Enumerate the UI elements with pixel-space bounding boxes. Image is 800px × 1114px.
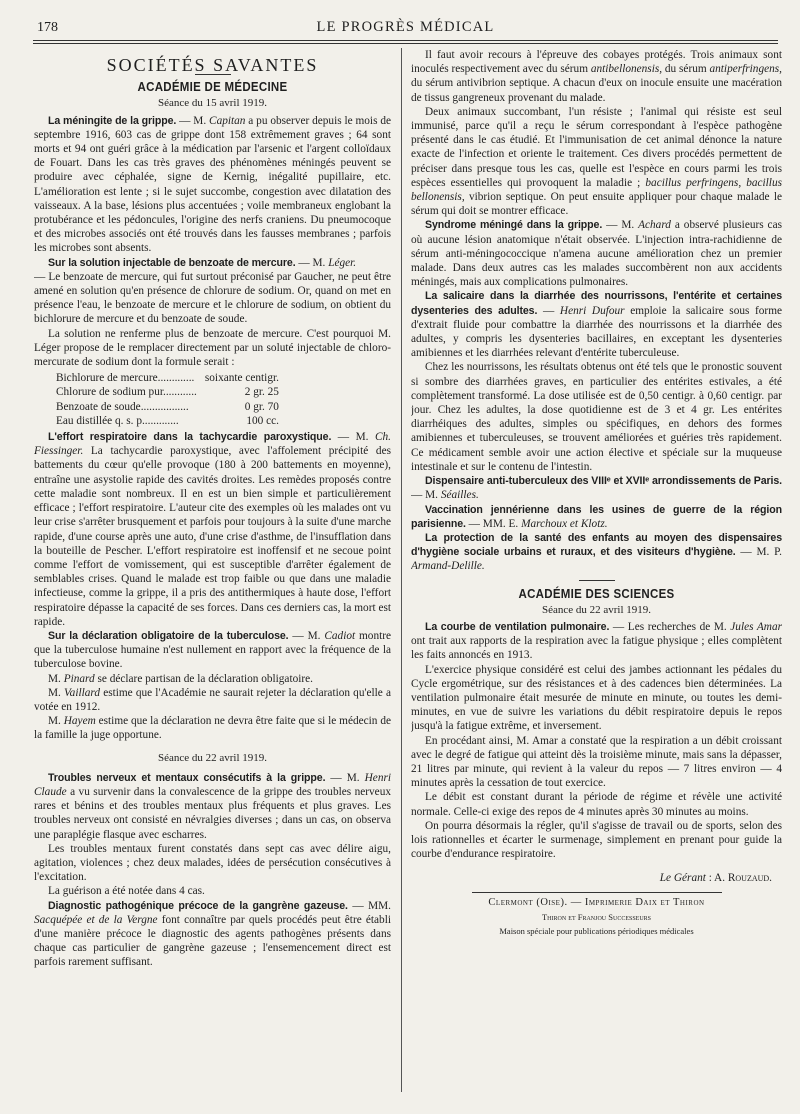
article-troubles-nerveux: Troubles nerveux et mentaux consécutifs à la grippe. — M. Henri Claude a vu survenir dans la convalescence de la grippe des troubles nerveux rares et bénins et des troubles mentaux plus fréquents et plus graves. Les troubles nerveux ont consisté en névralgies diverses ; dans un cas, on observa une paraplégie flasque avec escharres.: [34, 771, 391, 841]
author-name: Henri Dufour: [559, 304, 625, 317]
section-dash: [579, 580, 615, 581]
paragraph: En procédant ainsi, M. Amar a constaté que la respiration a un débit croissant avec le degré de fatigue qui atteint dès la troisième minute, mais sans la dépasser, 21 litres par minute, qui revient à la valeur du repos — 7 litres environ — 4 minutes après la cessation de tout exercice.: [411, 734, 782, 790]
article-salicaire: La salicaire dans la diarrhée des nourrissons, l'entérite et certaines dysenteries des adultes. — Henri Dufour emploie la salicaire sous forme d'extrait fluide pour combattre la diarrhée des nourrissons et la diarrhée des adultes, y compris les dysenteries bacillaires, en exceptant les dysenteries amibiennes et les diarrhées relevant d'entérite tuberculeuse.: [411, 290, 782, 360]
article-meningite: La méningite de la grippe. — M. Capitan a pu observer depuis le mois de septembre 1916, 603 cas de grippe dont 158 extrêmement graves ; 64 sont morts et 94 ont guéri grâce à la médication par l'arsenic et l'argent colloïdaux de Fouart. Dans les cas très graves des phénomènes méningés peuvent se produire avec céphalée, signe de Kernig, inégalité pupillaire, etc. L'amélioration est lente ; si le sujet succombe, congestion avec dilatation des vaisseaux. A la base, lésions plus accentuées ; voile membraneux englobant la protubérance et les pédoncules, l'origine des nerfs craniens. Du pneumocoque et des microbes associés ont été trouvés dans les fausses membranes ; parfois les microbes sont absents.: [34, 114, 391, 255]
session-date: Séance du 15 avril 1919.: [157, 97, 268, 110]
formula-row: Chlorure de sodium pur............ 2 gr. 25: [56, 386, 279, 399]
author-name: Ch. Fiessinger.: [34, 431, 391, 458]
paragraph: Deux animaux succombant, l'un résiste ; l'animal qui résiste est seul immunisé, parce qu'il a reçu le sérum correspondant à l'espèce pathogène présenté dans le cas étudié. Et l'immunisation de cet animal dénonce la nature exacte de l'infection et oriente le traitement. Ces divers procédés permettent de préciser dans presque tous les cas, quelle est l'espèce en cours parmi les trois espèces essentielles qui provoquent la maladie ; bacillus perfringens, bacillus bellonensis, vibrion septique. On peut ensuite appliquer pour chaque malade le sérum qui doit se montrer efficace.: [411, 105, 782, 218]
article-ventilation: La courbe de ventilation pulmonaire. — Les recherches de M. Jules Amar ont trait aux rapports de la respiration avec la fatigue physique ; elles complètent les faits annoncés en 1913.: [411, 620, 782, 662]
author-name: Jules Amar: [730, 620, 782, 633]
article-heading: Diagnostic pathogénique précoce de la gangrène gazeuse.: [48, 899, 348, 912]
session-date: Séance du 22 avril 1919.: [541, 603, 652, 616]
article-heading: Troubles nerveux et mentaux consécutifs à la grippe.: [48, 771, 326, 784]
formula-row: Benzoate de soude................. 0 gr. 70: [56, 400, 279, 413]
paragraph: — Le benzoate de mercure, qui fut surtout préconisé par Gaucher, ne peut être amené en solution qu'en présence de chlorure de sodium. Or, quand on met en présence l'eau, le benzoate de mercure et le chlorure de sodium, on obtient du bichlorure de mercure et du benzoate de soude.: [34, 270, 391, 326]
author-name: Léger.: [328, 256, 357, 269]
article-heading: La courbe de ventilation pulmonaire.: [425, 620, 610, 633]
gerant-line: Le Gérant : A. Rouzaud.: [659, 872, 772, 885]
page-number: 178: [37, 20, 58, 35]
paragraph: Il faut avoir recours à l'épreuve des cobayes protégés. Trois animaux sont inoculés respectivement avec du sérum antibellonensis, du sérum antiperfringens, du sérum antivibrion septique. A chacun d'eux on inocule ensuite une macération de tissus gangreneux provenant du malade.: [411, 49, 782, 104]
article-protection-enfants: La protection de la santé des enfants au moyen des dispensaires d'hygiène sociale urbains et ruraux, et des visiteurs d'hygiène. — M. P. Armand-Delille.: [411, 531, 782, 573]
formula-row: Bichlorure de mercure............. soixante centigr.: [56, 372, 279, 385]
formula-row: Eau distillée q. s. p............. 100 cc.: [56, 414, 279, 427]
author-name: Marchoux et Klotz.: [521, 517, 608, 530]
header-rule: [33, 40, 778, 41]
author-name: Armand-Delille.: [411, 560, 485, 573]
article-vaccination: Vaccination jennérienne dans les usines de guerre de la région parisienne. — MM. E. Marchoux et Klotz.: [411, 503, 782, 530]
author-name: Cadiot: [324, 629, 356, 642]
article-benzoate-heading: Sur la solution injectable de benzoate de mercure. — M. Léger.: [48, 256, 357, 269]
formula-table: [56, 371, 279, 428]
printer-imprint: Clermont (Oise). — Imprimerie Daix et Thiron: [488, 896, 705, 908]
academy-heading: ACADÉMIE DE MÉDECINE: [137, 80, 288, 95]
journal-title: LE PROGRÈS MÉDICAL: [316, 19, 495, 35]
paragraph: La solution ne renferme plus de benzoate de mercure. C'est pourquoi M. Léger propose de le remplacer directement par un soluté injectable de chloro-mercurate de sodium dont la formule serait :: [34, 327, 391, 369]
author-name: Hayem: [63, 715, 96, 728]
author-name: Pinard: [63, 672, 95, 685]
article-heading: La méningite de la grippe.: [48, 114, 177, 127]
author-name: Capitan: [209, 114, 246, 127]
paragraph: Le débit est constant durant la période de régime et révèle une activité normale. Celle-ci exige des repos de 4 minutes après 30 minutes au moins.: [411, 791, 782, 818]
printer-successors: Thiron et Franjou Successeurs: [541, 911, 652, 922]
gerant-name: : A. Rouzaud.: [708, 872, 772, 885]
author-name: Achard: [638, 219, 671, 232]
article-heading: Dispensaire anti-tuberculeux des VIIIᵉ et XVIIᵉ arrondissements de Paris.: [425, 475, 782, 488]
right-column: [411, 48, 782, 1096]
author-name: Séailles.: [440, 489, 479, 502]
article-heading: Sur la déclaration obligatoire de la tuberculose.: [48, 629, 289, 642]
author-name: Sacquépée et de la Vergne: [34, 913, 158, 926]
paragraph: On pourra désormais la régler, qu'il s'agisse de travail ou de sports, selon des lois rationnelles et écarter le surmenage, simplement en prenant pour guide la courbe d'endurance respiratoire.: [411, 819, 782, 861]
paragraph: La guérison a été notée dans 4 cas.: [48, 885, 205, 898]
session-date: Séance du 22 avril 1919.: [157, 751, 268, 764]
article-heading: La salicaire dans la diarrhée des nourrissons, l'entérite et certaines dysenteries des adultes.: [411, 290, 782, 317]
left-column: [34, 48, 391, 1096]
article-heading: Syndrome méningé dans la grippe.: [425, 219, 603, 232]
article-syndrome-meninge: Syndrome méningé dans la grippe. — M. Achard a observé plusieurs cas où aucune lésion anatomique n'était observée. L'injection intra-rachidienne de sérum anti-méningococcique n'amena aucune amélioration chez un premier malade. Dans deux autres cas les malades succombèrent non aux accidents méningés, mais aux complications pulmonaires.: [411, 219, 782, 289]
paragraph: M. Vaillard estime que l'Académie ne saurait rejeter la déclaration qu'elle a votée en 1912.: [34, 686, 391, 713]
author-name: Vaillard: [64, 686, 101, 699]
paragraph: Les troubles mentaux furent constatés dans sept cas avec délire aigu, agitation, violences ; chez deux malades, idées de persécution consécutives à l'excitation.: [34, 842, 391, 884]
paragraph: L'exercice physique considéré est celui des jambes actionnant les pédales du Cycle ergométrique, sur des résistances et à des cadences bien déterminées. La ventilation pulmonaire était mesurée de minute en minute, ou toutes les demi-minutes, en vue de suivre les variations du débit respiratoire depuis le repos jusqu'à la fatigue extrême, et inversement.: [411, 663, 782, 733]
paragraph: M. Pinard se déclare partisan de la déclaration obligatoire.: [48, 672, 313, 685]
header-rule-thick: [33, 43, 778, 44]
article-effort-respiratoire: L'effort respiratoire dans la tachycardie paroxystique. — M. Ch. Fiessinger. La tachycardie paroxystique, avec l'affolement précipité des battements du cœur qu'elle provoque (180 à 200 battements en moyenne), entraîne une asystolie rapide des cavités droites. Les remèdes proposés contre cette maladie sont nombreux. Il en est un bien simple et particulièrement efficace ; l'effort respiratoire. L'auteur cite des exemples où les malades ont vu leur crise s'arrêter brusquement et parfois pour toujours à la suite d'une marche rapide, d'une course après une auto, d'une crise d'asthme, de l'insufflation dans la bouteille de Pescher. L'effort respiratoire est inoffensif et ne secoue point comme l'effort de vomissement, qui est susceptible d'arrêter également de semblables crises. Quand le malade est trop faible ou que dans une maladie infectieuse, comme la grippe, il a pris des antithermiques à haute dose, l'effort respiratoire dépasse la capacité de ses forces. Dans ces derniers cas, la mort est rapide.: [34, 431, 391, 628]
imprint-rule: [472, 892, 722, 893]
column-divider: [401, 48, 402, 1092]
paragraph: M. Hayem estime que la déclaration ne devra être faite que si le médecin de la famille la juge opportune.: [34, 715, 391, 742]
page-header: [33, 14, 778, 44]
article-declaration-tuberculose: Sur la déclaration obligatoire de la tuberculose. — M. Cadiot montre que la tuberculose humaine n'est nullement en rapport avec la fréquence de la tuberculose bovine.: [34, 629, 391, 671]
printer-note: Maison spéciale pour publications périodiques médicales: [499, 925, 694, 936]
article-heading: Sur la solution injectable de benzoate de mercure.: [48, 256, 296, 269]
paragraph: Chez les nourrissons, les résultats obtenus ont été tels que le pronostic souvent si sombre des diarrhées graves, en particulier des entérites estivales, a été complètement transformé. La dose utilisée est de 0,50 centigr. à 0,60 centigr. par jour. Chez les adultes, la dose quotidienne est de 3 et 4 gr. Les entérites diarrhéiques des adultes, simples ou spécifiques, en dehors des formes amibiennes et tuberculeuses, se trouvent améliorées et guéries très rapidement. Ce médicament semble avoir une action élective et spéciale sur la muqueuse intestinale et sur le contenu de l'intestin.: [411, 361, 782, 473]
section-title: SOCIÉTÉS SAVANTES: [106, 55, 319, 75]
article-heading: L'effort respiratoire dans la tachycardie paroxystique.: [48, 431, 332, 444]
article-heading: La protection de la santé des enfants au moyen des dispensaires d'hygiène sociale urbains et ruraux, et des visiteurs d'hygiène.: [411, 531, 782, 559]
author-name: Henri Claude: [34, 771, 391, 798]
article-gangrene: Diagnostic pathogénique précoce de la gangrène gazeuse. — MM. Sacquépée et de la Vergne font connaître par quels procédés peut être établi d'une manière précoce le diagnostic des agents pathogènes présents dans chaque cas particulier de gangrène gazeuse ; l'ensemencement direct est parfois rarement suffisant.: [34, 899, 391, 969]
article-dispensaire: Dispensaire anti-tuberculeux des VIIIᵉ et XVIIᵉ arrondissements de Paris. — M. Séailles.: [411, 475, 782, 502]
academy-heading: ACADÉMIE DES SCIENCES: [518, 586, 675, 601]
article-heading: Vaccination jennérienne dans les usines de guerre de la région parisienne.: [411, 503, 782, 530]
